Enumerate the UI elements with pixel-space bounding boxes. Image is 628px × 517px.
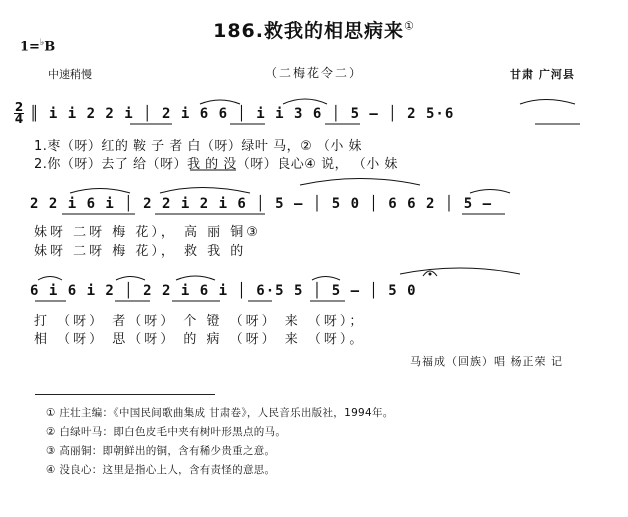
lyric-row-2-verse-1: 妹呀 二呀 梅 花）， 高 丽 铜③ — [34, 225, 261, 240]
performer-credit: 马福成（回族）唱 杨正荣 记 — [410, 355, 563, 368]
music-row-1: ║ i i 2 2 i │ 2 i 6 6 │ i i 3 6 │ 5 — │ 2 5·6 — [30, 106, 455, 122]
footnote-3: ③ 高丽铜：即朝鲜出的铜，含有稀少贵重之意。 — [46, 445, 276, 457]
lyric-row-1-verse-1: 1.枣（呀）红的 鞍 子 者 白（呀）绿叶 马，② （小 妹 — [34, 139, 362, 154]
slur-mark — [200, 100, 240, 104]
slur-mark — [470, 190, 510, 194]
slur-mark — [116, 277, 145, 281]
slur-mark — [70, 189, 130, 194]
tempo-marking: 中速稍慢 — [48, 68, 92, 81]
footnote-divider — [35, 394, 215, 395]
slur-mark — [520, 100, 575, 105]
music-row-2: 2 2 i 6 i │ 2 2 i 2 i 6 │ 5 — │ 5 0 │ 6 6 2 │ 5 — — [30, 196, 493, 212]
title-footnote-mark: ① — [404, 19, 415, 33]
footnote-2: ② 白绿叶马：即白色皮毛中夹有树叶形黑点的马。 — [46, 426, 287, 438]
slur-mark — [312, 277, 340, 281]
lyric-row-3-verse-1: 打 （呀） 者（呀） 个 镫 （呀） 来 （呀）； — [34, 314, 366, 329]
time-signature: 2 4 — [14, 100, 24, 126]
song-title: 186.救我的相思病来① — [213, 19, 415, 42]
slur-mark — [300, 179, 420, 186]
lyric-row-2-verse-2: 妹呀 二呀 梅 花）， 救 我 的 — [34, 244, 247, 259]
footnote-1: ① 庄壮主编：《中国民间歌曲集成 甘肃卷》，人民音乐出版社，1994年。 — [46, 407, 394, 419]
fermata-dot — [429, 273, 432, 276]
key-signature: 1=♭B — [20, 38, 56, 55]
lyric-row-3-verse-2: 相 （呀） 思（呀） 的 病 （呀） 来 （呀）。 — [34, 332, 366, 347]
slur-mark — [176, 276, 215, 280]
song-subtitle: （二梅花令二） — [264, 66, 363, 80]
flat-sign: ♭ — [39, 38, 45, 48]
slur-mark — [160, 188, 250, 194]
slur-mark — [283, 99, 327, 104]
music-row-3: 6 i 6 i 2 │ 2 2 i 6 i │ 6·5 5 │ 5 — │ 5 0 — [30, 283, 417, 299]
lyric-row-1-verse-2: 2.你（呀）去了 给（呀）我 的 没（呀）良心④ 说， （小 妹 — [34, 157, 398, 172]
slur-mark — [38, 277, 62, 281]
slur-mark — [400, 268, 520, 274]
footnote-4: ④ 没良心：这里是指心上人，含有责怪的意思。 — [46, 464, 276, 476]
song-region: 甘肃 广河县 — [510, 68, 575, 81]
